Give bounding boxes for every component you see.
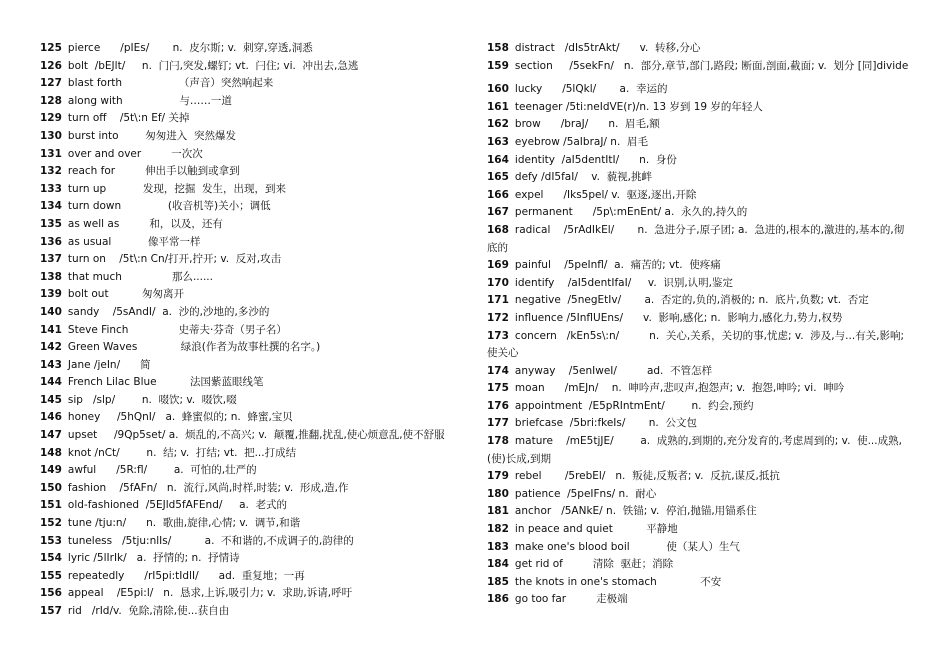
entry-number: 146 [40,411,62,424]
vocabulary-entry [40,304,465,322]
entry-number: 133 [40,182,62,195]
vocabulary-entry [40,58,465,76]
vocabulary-entry [487,58,912,76]
entry-number: 145 [40,393,62,406]
entry-number: 157 [40,605,62,617]
entry-text: identity /aI5dentItI/ n. 身份 [514,153,677,166]
vocabulary-entry [40,128,465,146]
entry-text: upset /9Qp5set/ a. 烦乱的,不高兴; v. 颠覆,推翻,扰乱,使心烦意乱,使不舒服 [67,429,445,442]
vocabulary-entry [487,415,912,433]
vocabulary-entry [40,497,465,515]
entry-text: negative /5negEtIv/ a. 否定的,负的,消极的; n. 底片,负数; vt. 否定 [514,294,869,307]
entry-text: awful /5R:fl/ a. 可怕的,壮严的 [67,464,257,477]
vocabulary-entry [487,539,912,557]
entry-text: French Lilac Blue 法国紫蓝眼线笔 [67,376,264,389]
entry-number: 176 [487,399,509,412]
vocabulary-entry [487,275,912,293]
vocabulary-entry [40,163,465,181]
entry-number: 139 [40,288,62,301]
vocabulary-entry [487,521,912,539]
entry-text: rid /rId/v. 免除,清除,使...获自由 [67,605,230,617]
entry-text: bolt /bEJlt/ n. 门闩,突发,螺钉; vt. 闩住; vi. 冲出去,急逃 [67,59,359,72]
entry-text: honey /5hQnI/ a. 蜂蜜似的; n. 蜂蜜,宝贝 [67,411,293,424]
vocabulary-entry [40,550,465,568]
entry-text: briefcase /5bri:fkeIs/ n. 公文包 [514,417,697,430]
entry-text: fashion /5fAFn/ n. 流行,风尚,时样,时装; v. 形成,造,作 [67,481,349,494]
vocabulary-entry [40,286,465,304]
entry-text: concern /kEn5s\:n/ n. 关心,关系，关切的事,忧虑; v. 涉及,与...有关,影响; 使关心 [487,329,908,360]
vocabulary-entry [40,146,465,164]
vocabulary-entry [487,398,912,416]
entry-text: moan /mEJn/ n. 呻吟声,悲叹声,抱怨声; v. 抱怨,呻吟; vi. 呻吟 [514,382,845,395]
entry-number: 136 [40,235,62,248]
entry-text: expel /Iks5pel/ v. 驱逐,逐出,开除 [514,188,697,201]
entry-number: 129 [40,112,62,125]
vocabulary-entry [40,75,465,93]
vocabulary-entry [487,204,912,222]
vocabulary-entry [40,322,465,340]
vocabulary-entry [487,169,912,187]
entry-text: in peace and quiet 平静地 [514,523,678,536]
vocabulary-entry [487,433,912,468]
entry-text: rebel /5rebEl/ n. 叛徒,反叛者; v. 反抗,谋反,抵抗 [514,470,780,483]
entry-number: 126 [40,59,62,72]
entry-number: 177 [487,417,509,430]
vocabulary-entry [487,380,912,398]
entry-number: 153 [40,534,62,547]
entry-number: 163 [487,135,509,148]
entry-number: 148 [40,446,62,459]
vocabulary-entry [487,222,912,257]
vocabulary-entry [487,486,912,504]
entry-text: anchor /5ANkE/ n. 铁锚; v. 停泊,抛锚,用锚系住 [514,505,757,518]
entry-number: 186 [487,593,509,606]
entry-text: appeal /E5pi:l/ n. 恳求,上诉,吸引力; v. 求助,诉请,呼吁 [67,587,353,600]
entry-text: section /5sekFn/ n. 部分,章节,部门,路段; 断面,剖面,截面; v. 划分 [同]divide [514,59,909,72]
vocabulary-entry [40,515,465,533]
entry-text: reach for 伸出手以触到或拿到 [67,165,240,178]
entry-number: 154 [40,552,62,565]
entry-text: bolt out 匆匆离开 [67,288,184,301]
entry-number: 173 [487,329,509,342]
entry-number: 132 [40,165,62,178]
entry-number: 131 [40,147,62,160]
entry-text: make one's blood boil 使（某人）生气 [514,540,740,553]
vocabulary-entry [487,503,912,521]
vocabulary-entry [40,40,465,58]
vocabulary-entry [40,462,465,480]
entry-text: as well as 和，以及，还有 [67,217,223,230]
entry-number: 183 [487,540,509,553]
entry-number: 181 [487,505,509,518]
entry-text: turn on /5t\:n Cn/打开,拧开; v. 反对,攻击 [67,253,282,266]
entry-number: 125 [40,42,62,54]
vocabulary-entry [40,251,465,269]
entry-text: teenager /5ti:neIdVE(r)/n. 13 岁到 19 岁的年轻人 [514,100,763,113]
entry-number: 130 [40,129,62,142]
entry-number: 156 [40,587,62,600]
entry-number: 171 [487,294,509,307]
entry-text: Steve Finch 史蒂夫·芬奇（男子名） [67,323,287,336]
entry-number: 127 [40,77,62,90]
entry-number: 175 [487,382,509,395]
entry-text: permanent /5p\:mEnEnt/ a. 永久的,持久的 [514,206,748,219]
entry-text: as usual 像平常一样 [67,235,201,248]
entry-text: turn off /5t\:n Ef/ 关掉 [67,112,190,125]
entry-text: Green Waves 绿浪(作者为故事杜撰的名字。) [67,341,321,354]
vocabulary-entry [487,328,912,363]
entry-number: 140 [40,305,62,318]
vocabulary-entry [40,392,465,410]
entry-text: tune /tju:n/ n. 歌曲,旋律,心情; v. 调节,和谐 [67,517,301,530]
entry-number: 128 [40,94,62,107]
vocabulary-entry [487,152,912,170]
entry-text: knot /nCt/ n. 结; v. 打结; vt. 把...打成结 [67,446,297,459]
entry-text: brow /braJ/ n. 眉毛,额 [514,118,660,131]
entry-number: 159 [487,59,509,72]
vocabulary-entry [40,181,465,199]
entry-number: 144 [40,376,62,389]
entry-text: pierce /pIEs/ n. 皮尔斯; v. 刺穿,穿透,洞悉 [67,42,313,54]
vocabulary-entry [40,110,465,128]
entry-number: 150 [40,481,62,494]
entry-text: influence /5InflUEns/ v. 影响,感化; n. 影响力,感化力,势力,权势 [514,311,843,324]
entry-text: lucky /5lQkl/ a. 幸运的 [514,83,668,96]
vocabulary-entry [40,93,465,111]
entry-number: 167 [487,206,509,219]
entry-text: over and over 一次次 [67,147,203,160]
entry-number: 178 [487,435,509,448]
vocabulary-entry [487,556,912,574]
vocabulary-entry [487,363,912,381]
left-vocabulary-column [40,40,465,621]
vocabulary-entry [40,234,465,252]
entry-number: 152 [40,517,62,530]
entry-text: anyway /5enIweI/ ad. 不管怎样 [514,364,713,377]
entry-text: turn up 发现，挖掘 发生，出现，到来 [67,182,287,195]
entry-number: 160 [487,83,509,96]
vocabulary-entry [487,468,912,486]
entry-number: 165 [487,171,509,184]
entry-text: mature /mE5tjJE/ a. 成熟的,到期的,充分发育的,考虑周到的; v. 使...成熟,(使)长成,到期 [487,435,902,465]
entry-text: tuneless /5tju:nlIs/ a. 不和谐的,不成调子的,韵律的 [67,534,354,547]
vocabulary-entry [487,40,912,58]
vocabulary-entry [487,116,912,134]
entry-text: get rid of 清除 驱赶；消除 [514,558,674,571]
entry-text: old-fashioned /5EJld5fAFEnd/ a. 老式的 [67,499,288,512]
vocabulary-entry [40,216,465,234]
entry-text: defy /dI5faI/ v. 藐视,挑衅 [514,171,652,184]
vocabulary-entry [487,591,912,609]
entry-text: that much 那么...... [67,270,213,283]
entry-number: 180 [487,487,509,500]
vocabulary-entry [487,292,912,310]
entry-number: 182 [487,523,509,536]
entry-number: 172 [487,311,509,324]
entry-text: appointment /E5pRIntmEnt/ n. 约会,预约 [514,399,754,412]
vocabulary-entry [40,533,465,551]
entry-text: sandy /5sAndI/ a. 沙的,沙地的,多沙的 [67,305,270,318]
vocabulary-entry [487,574,912,592]
right-vocabulary-column [487,40,912,609]
entry-number: 164 [487,153,509,166]
entry-number: 169 [487,259,509,272]
vocabulary-entry [40,427,465,445]
entry-number: 138 [40,270,62,283]
entry-number: 147 [40,429,62,442]
entry-number: 149 [40,464,62,477]
vocabulary-entry [487,81,912,99]
vocabulary-entry [487,257,912,275]
entry-text: burst into 匆匆进入 突然爆发 [67,129,236,142]
entry-text: go too far 走极端 [514,593,628,606]
entry-text: sip /slp/ n. 啜饮; v. 啜饮,啜 [67,393,237,406]
vocabulary-entry [40,374,465,392]
vocabulary-entry [487,99,912,117]
vocabulary-entry [40,357,465,375]
entry-text: radical /5rAdIkEl/ n. 急进分子,原子团; a. 急进的,根本的,激进的,基本的,彻底的 [487,223,905,254]
entry-number: 166 [487,188,509,201]
entry-text: Jane /jeIn/ 简 [67,358,151,371]
vocabulary-entry [40,269,465,287]
entry-number: 142 [40,341,62,354]
vocabulary-entry [40,585,465,603]
entry-number: 185 [487,575,509,588]
entry-number: 161 [487,100,509,113]
entry-number: 184 [487,558,509,571]
entry-text: painful /5peInfl/ a. 痛苦的; vt. 使疼痛 [514,259,721,272]
entry-number: 151 [40,499,62,512]
entry-text: turn down (收音机等)关小；调低 [67,200,271,213]
entry-number: 174 [487,364,509,377]
entry-number: 168 [487,223,509,236]
entry-number: 162 [487,118,509,131]
entry-text: lyric /5lIrIk/ a. 抒情的; n. 抒情诗 [67,552,240,565]
entry-number: 134 [40,200,62,213]
vocabulary-entry [40,198,465,216]
vocabulary-entry [40,480,465,498]
entry-number: 143 [40,358,62,371]
entry-number: 170 [487,276,509,289]
vocabulary-entry [40,339,465,357]
entry-number: 158 [487,42,509,54]
entry-text: along with 与……一道 [67,94,232,107]
entry-number: 141 [40,323,62,336]
entry-number: 135 [40,217,62,230]
entry-text: the knots in one's stomach 不安 [514,575,722,588]
entry-number: 155 [40,569,62,582]
entry-number: 179 [487,470,509,483]
vocabulary-entry [40,445,465,463]
vocabulary-entry [487,187,912,205]
entry-text: repeatedly /rI5pi:tIdlI/ ad. 重复地；一再 [67,569,305,582]
entry-text: identify /aI5dentIfaI/ v. 识别,认明,鉴定 [514,276,734,289]
entry-text: patience /5peIFns/ n. 耐心 [514,487,657,500]
entry-text: eyebrow /5aIbraJ/ n. 眉毛 [514,135,648,148]
vocabulary-entry [40,409,465,427]
vocabulary-entry [40,568,465,586]
entry-text: blast forth （声音）突然响起来 [67,77,274,90]
entry-text: distract /dIs5trAkt/ v. 转移,分心 [514,42,701,54]
vocabulary-entry [487,134,912,152]
entry-number: 137 [40,253,62,266]
vocabulary-entry [40,603,465,621]
vocabulary-entry [487,310,912,328]
